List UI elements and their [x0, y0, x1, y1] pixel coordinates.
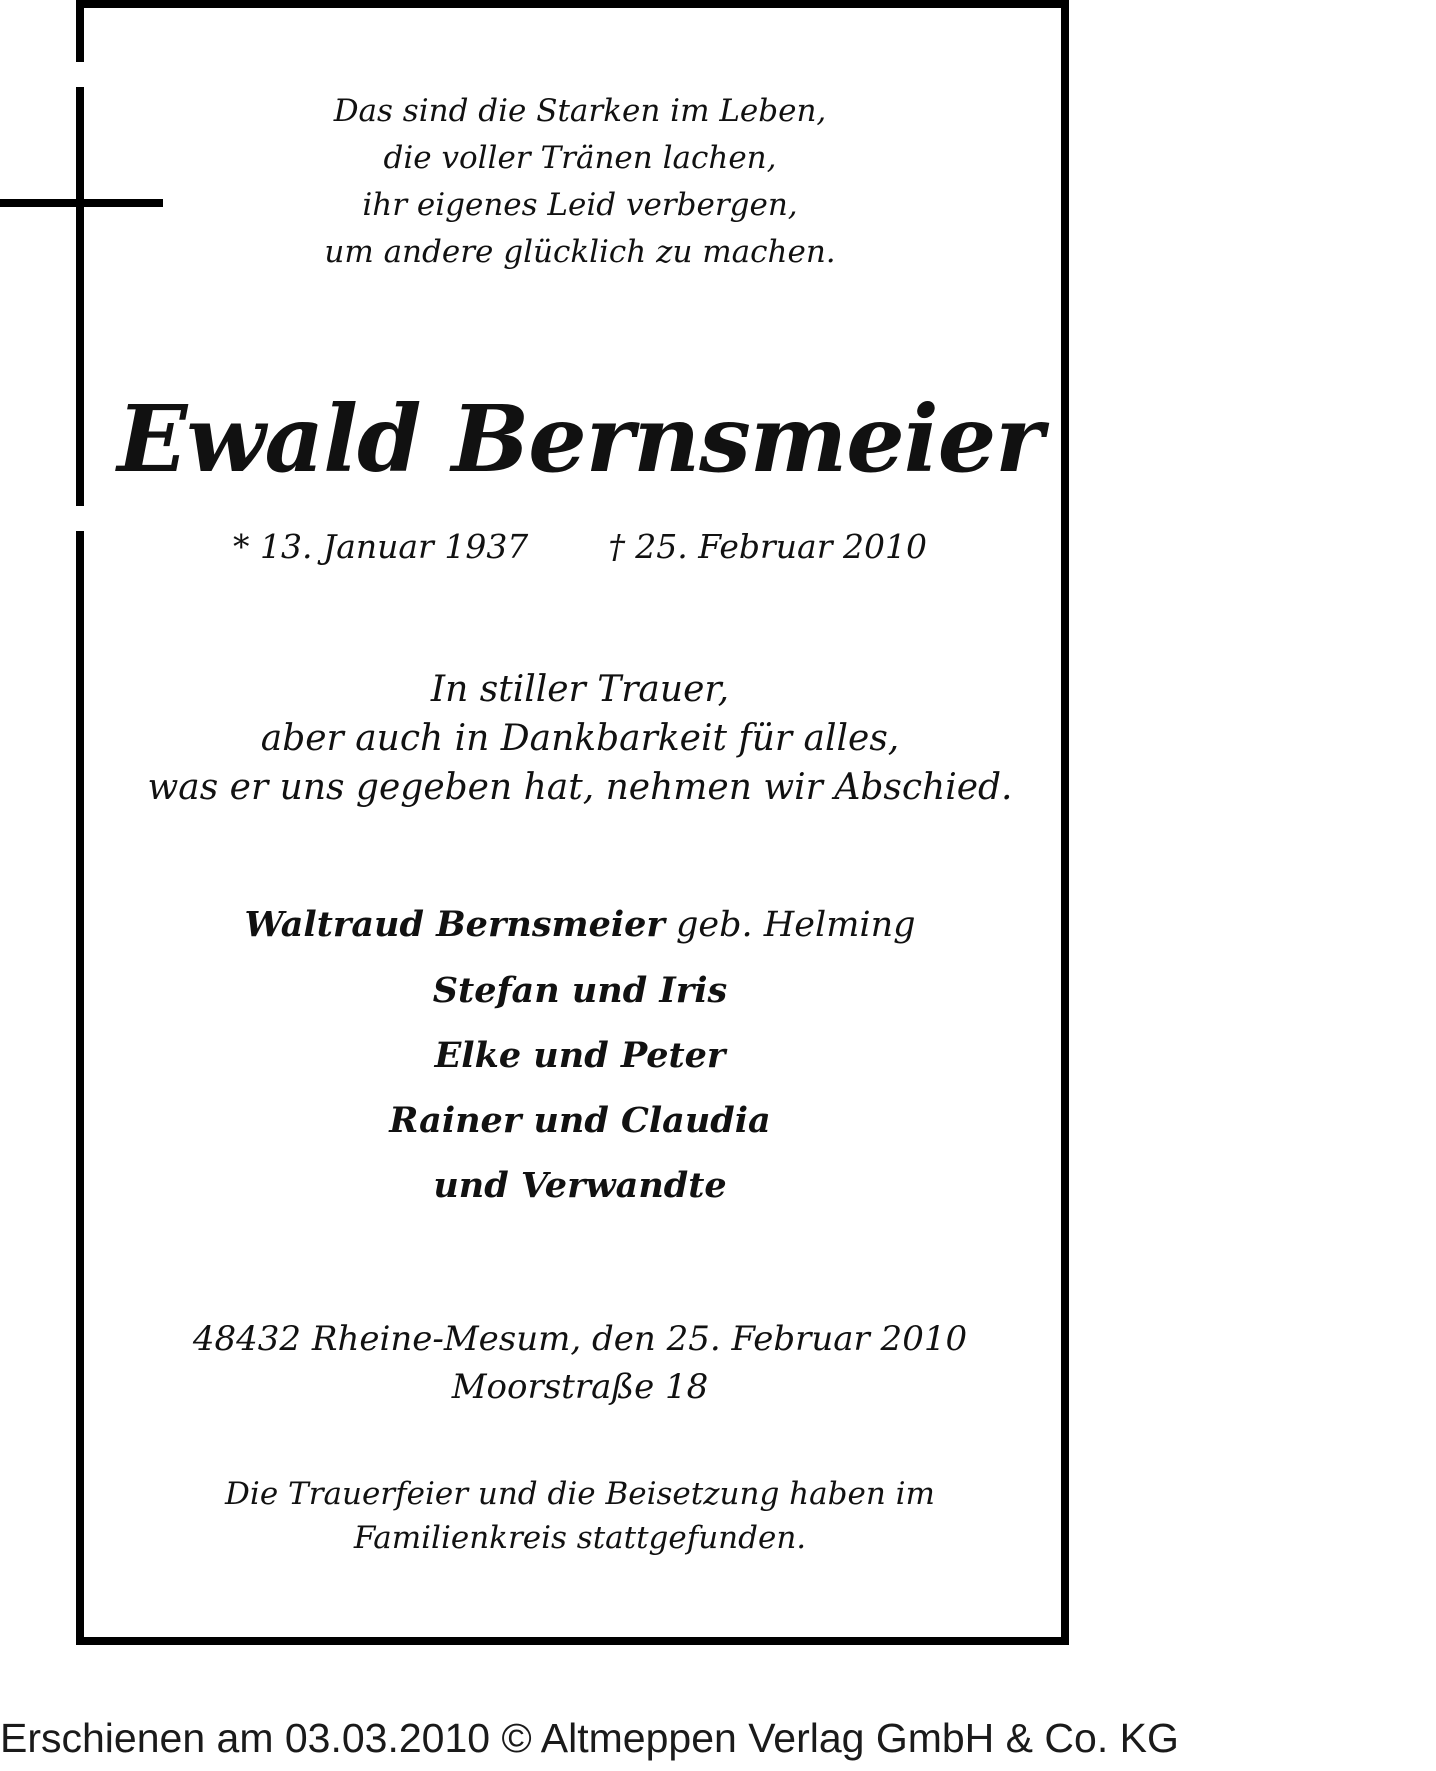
- family-member: Rainer und Claudia: [389, 1100, 771, 1141]
- poem-line: um andere glücklich zu machen.: [324, 234, 836, 270]
- mourning-text: [80, 665, 1080, 812]
- widow-maiden-name: geb. Helming: [676, 905, 916, 945]
- family-member: Stefan und Iris: [432, 970, 728, 1011]
- frame-bottom: [76, 1637, 1069, 1645]
- poem-line: ihr eigenes Leid verbergen,: [362, 187, 798, 223]
- mourning-line: was er uns gegeben hat, nehmen wir Abschied.: [147, 767, 1013, 808]
- funeral-note: [80, 1472, 1080, 1560]
- mourning-line: In stiller Trauer,: [430, 669, 730, 710]
- birth-date: * 13. Januar 1937: [233, 527, 529, 566]
- frame-top: [76, 0, 1069, 8]
- street-address: Moorstraße 18: [451, 1367, 709, 1407]
- publication-footer: Erschienen am 03.03.2010 © Altmeppen Verlag GmbH & Co. KG: [0, 1715, 1179, 1761]
- poem-line: Das sind die Starken im Leben,: [333, 93, 827, 129]
- widow-line: [80, 892, 1080, 958]
- deceased-name: Ewald Bernsmeier: [117, 385, 1043, 493]
- place-address: [80, 1315, 1080, 1411]
- life-dates: [80, 522, 1080, 572]
- family-member: und Verwandte: [433, 1165, 727, 1206]
- family-member: Elke und Peter: [434, 1035, 726, 1076]
- frame-left-top: [76, 0, 84, 62]
- place-date-line: 48432 Rheine-Mesum, den 25. Februar 2010: [192, 1319, 968, 1359]
- widow-name: Waltraud Bernsmeier: [244, 904, 665, 945]
- note-line: Die Trauerfeier und die Beisetzung haben im: [225, 1476, 935, 1512]
- mourning-line: aber auch in Dankbarkeit für alles,: [260, 718, 900, 759]
- poem: [80, 88, 1080, 276]
- family-list: [80, 892, 1080, 1218]
- death-date: † 25. Februar 2010: [608, 527, 927, 566]
- poem-line: die voller Tränen lachen,: [383, 140, 777, 176]
- note-line: Familienkreis stattgefunden.: [353, 1520, 807, 1556]
